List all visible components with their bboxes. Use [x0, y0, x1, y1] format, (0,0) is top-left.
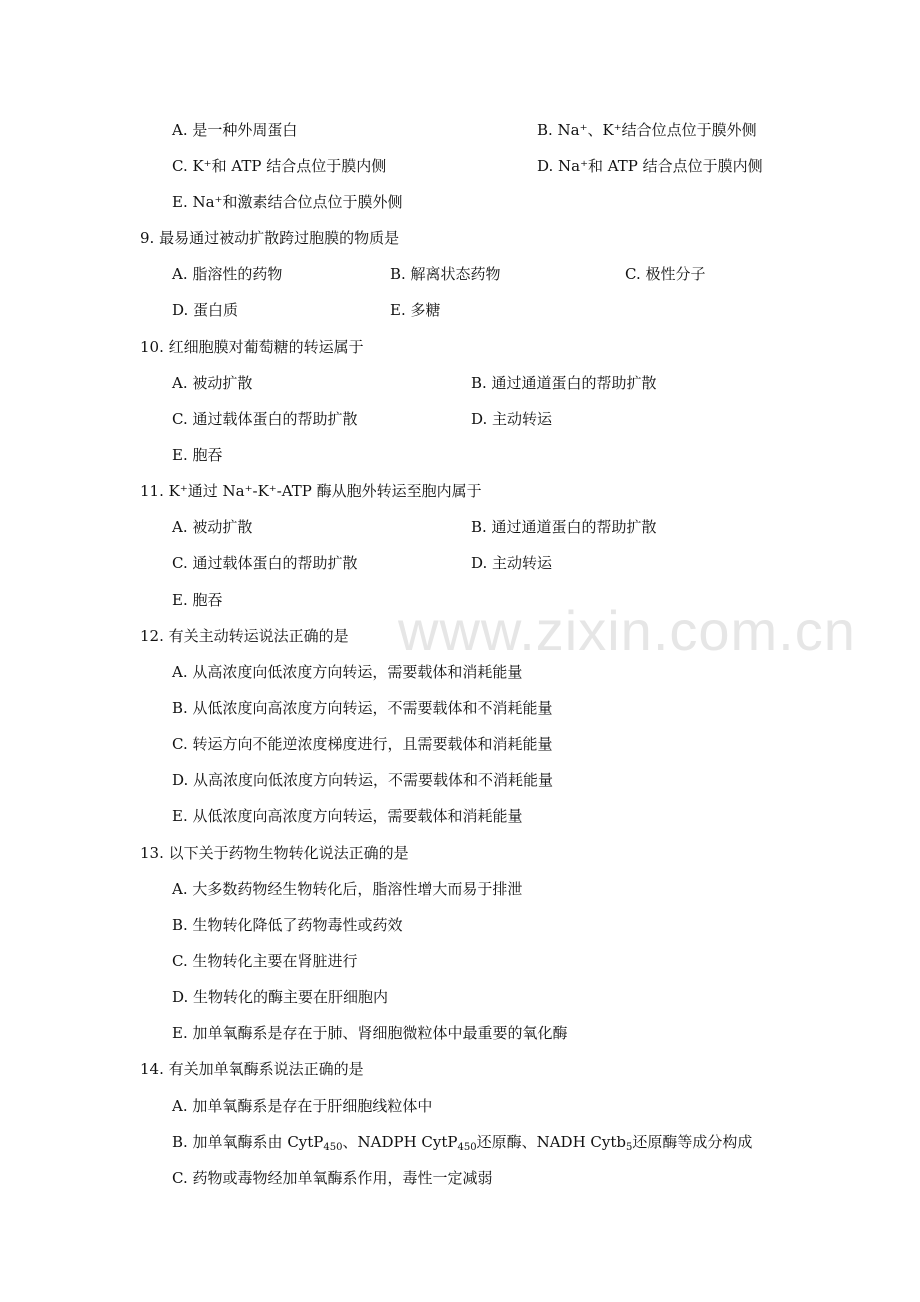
q11-stem: 11. K⁺通过 Na⁺-K⁺-ATP 酶从胞外转运至胞内属于 — [140, 482, 482, 500]
q14-option-b-part1: B. 加单氧酶系由 CytP — [172, 1133, 324, 1151]
q14-option-b-part2: 、NADPH CytP — [342, 1133, 458, 1151]
q12-option-e: E. 从低浓度向高浓度方向转运，需要载体和消耗能量 — [172, 807, 523, 825]
q9-stem: 9. 最易通过被动扩散跨过胞膜的物质是 — [140, 229, 400, 247]
q11-option-e: E. 胞吞 — [172, 591, 223, 609]
q13-option-b: B. 生物转化降低了药物毒性或药效 — [172, 916, 403, 934]
q12-stem: 12. 有关主动转运说法正确的是 — [140, 627, 349, 645]
q14-option-b-part4: 还原酶等成分构成 — [632, 1133, 753, 1151]
q9-option-e: E. 多糖 — [390, 301, 441, 319]
q11-option-c: C. 通过载体蛋白的帮助扩散 — [172, 554, 358, 572]
q11-option-d: D. 主动转运 — [471, 554, 553, 572]
q13-option-c: C. 生物转化主要在肾脏进行 — [172, 952, 358, 970]
q10-stem: 10. 红细胞膜对葡萄糖的转运属于 — [140, 338, 364, 356]
q12-option-c: C. 转运方向不能逆浓度梯度进行，且需要载体和消耗能量 — [172, 735, 553, 753]
q12-option-b: B. 从低浓度向高浓度方向转运，不需要载体和不消耗能量 — [172, 699, 553, 717]
q14-option-b — [172, 1132, 752, 1152]
q13-stem: 13. 以下关于药物生物转化说法正确的是 — [140, 844, 409, 862]
q8-option-d: D. Na⁺和 ATP 结合点位于膜内侧 — [537, 157, 763, 175]
q8-option-c: C. K⁺和 ATP 结合点位于膜内侧 — [172, 157, 387, 175]
q10-option-b: B. 通过通道蛋白的帮助扩散 — [471, 374, 657, 392]
q14-option-b-sub2: 450 — [457, 1142, 477, 1153]
q14-option-a: A. 加单氧酶系是存在于肝细胞线粒体中 — [172, 1097, 433, 1115]
q13-option-a: A. 大多数药物经生物转化后，脂溶性增大而易于排泄 — [172, 880, 523, 898]
q8-option-a: A. 是一种外周蛋白 — [172, 121, 298, 139]
q14-option-b-sub3: 5 — [626, 1142, 633, 1153]
q9-option-d: D. 蛋白质 — [172, 301, 239, 319]
q10-option-c: C. 通过载体蛋白的帮助扩散 — [172, 410, 358, 428]
q9-option-b: B. 解离状态药物 — [390, 265, 501, 283]
q14-option-b-sub1: 450 — [323, 1142, 343, 1153]
q8-option-b: B. Na⁺、K⁺结合位点位于膜外侧 — [537, 121, 757, 139]
q8-option-e: E. Na⁺和激素结合位点位于膜外侧 — [172, 193, 403, 211]
q11-option-a: A. 被动扩散 — [172, 518, 253, 536]
q10-option-d: D. 主动转运 — [471, 410, 553, 428]
q14-option-c: C. 药物或毒物经加单氧酶系作用，毒性一定减弱 — [172, 1169, 493, 1187]
q10-option-e: E. 胞吞 — [172, 446, 223, 464]
q9-option-a: A. 脂溶性的药物 — [172, 265, 283, 283]
watermark: www.zixin.com.cn — [398, 599, 856, 662]
q11-option-b: B. 通过通道蛋白的帮助扩散 — [471, 518, 657, 536]
q13-option-d: D. 生物转化的酶主要在肝细胞内 — [172, 988, 389, 1006]
q9-option-c: C. 极性分子 — [625, 265, 706, 283]
q14-stem: 14. 有关加单氧酶系说法正确的是 — [140, 1060, 364, 1078]
q12-option-d: D. 从高浓度向低浓度方向转运，不需要载体和不消耗能量 — [172, 771, 554, 789]
q12-option-a: A. 从高浓度向低浓度方向转运，需要载体和消耗能量 — [172, 663, 523, 681]
q10-option-a: A. 被动扩散 — [172, 374, 253, 392]
q14-option-b-part3: 还原酶、NADH Cytb — [476, 1133, 627, 1151]
q13-option-e: E. 加单氧酶系是存在于肺、肾细胞微粒体中最重要的氧化酶 — [172, 1024, 568, 1042]
